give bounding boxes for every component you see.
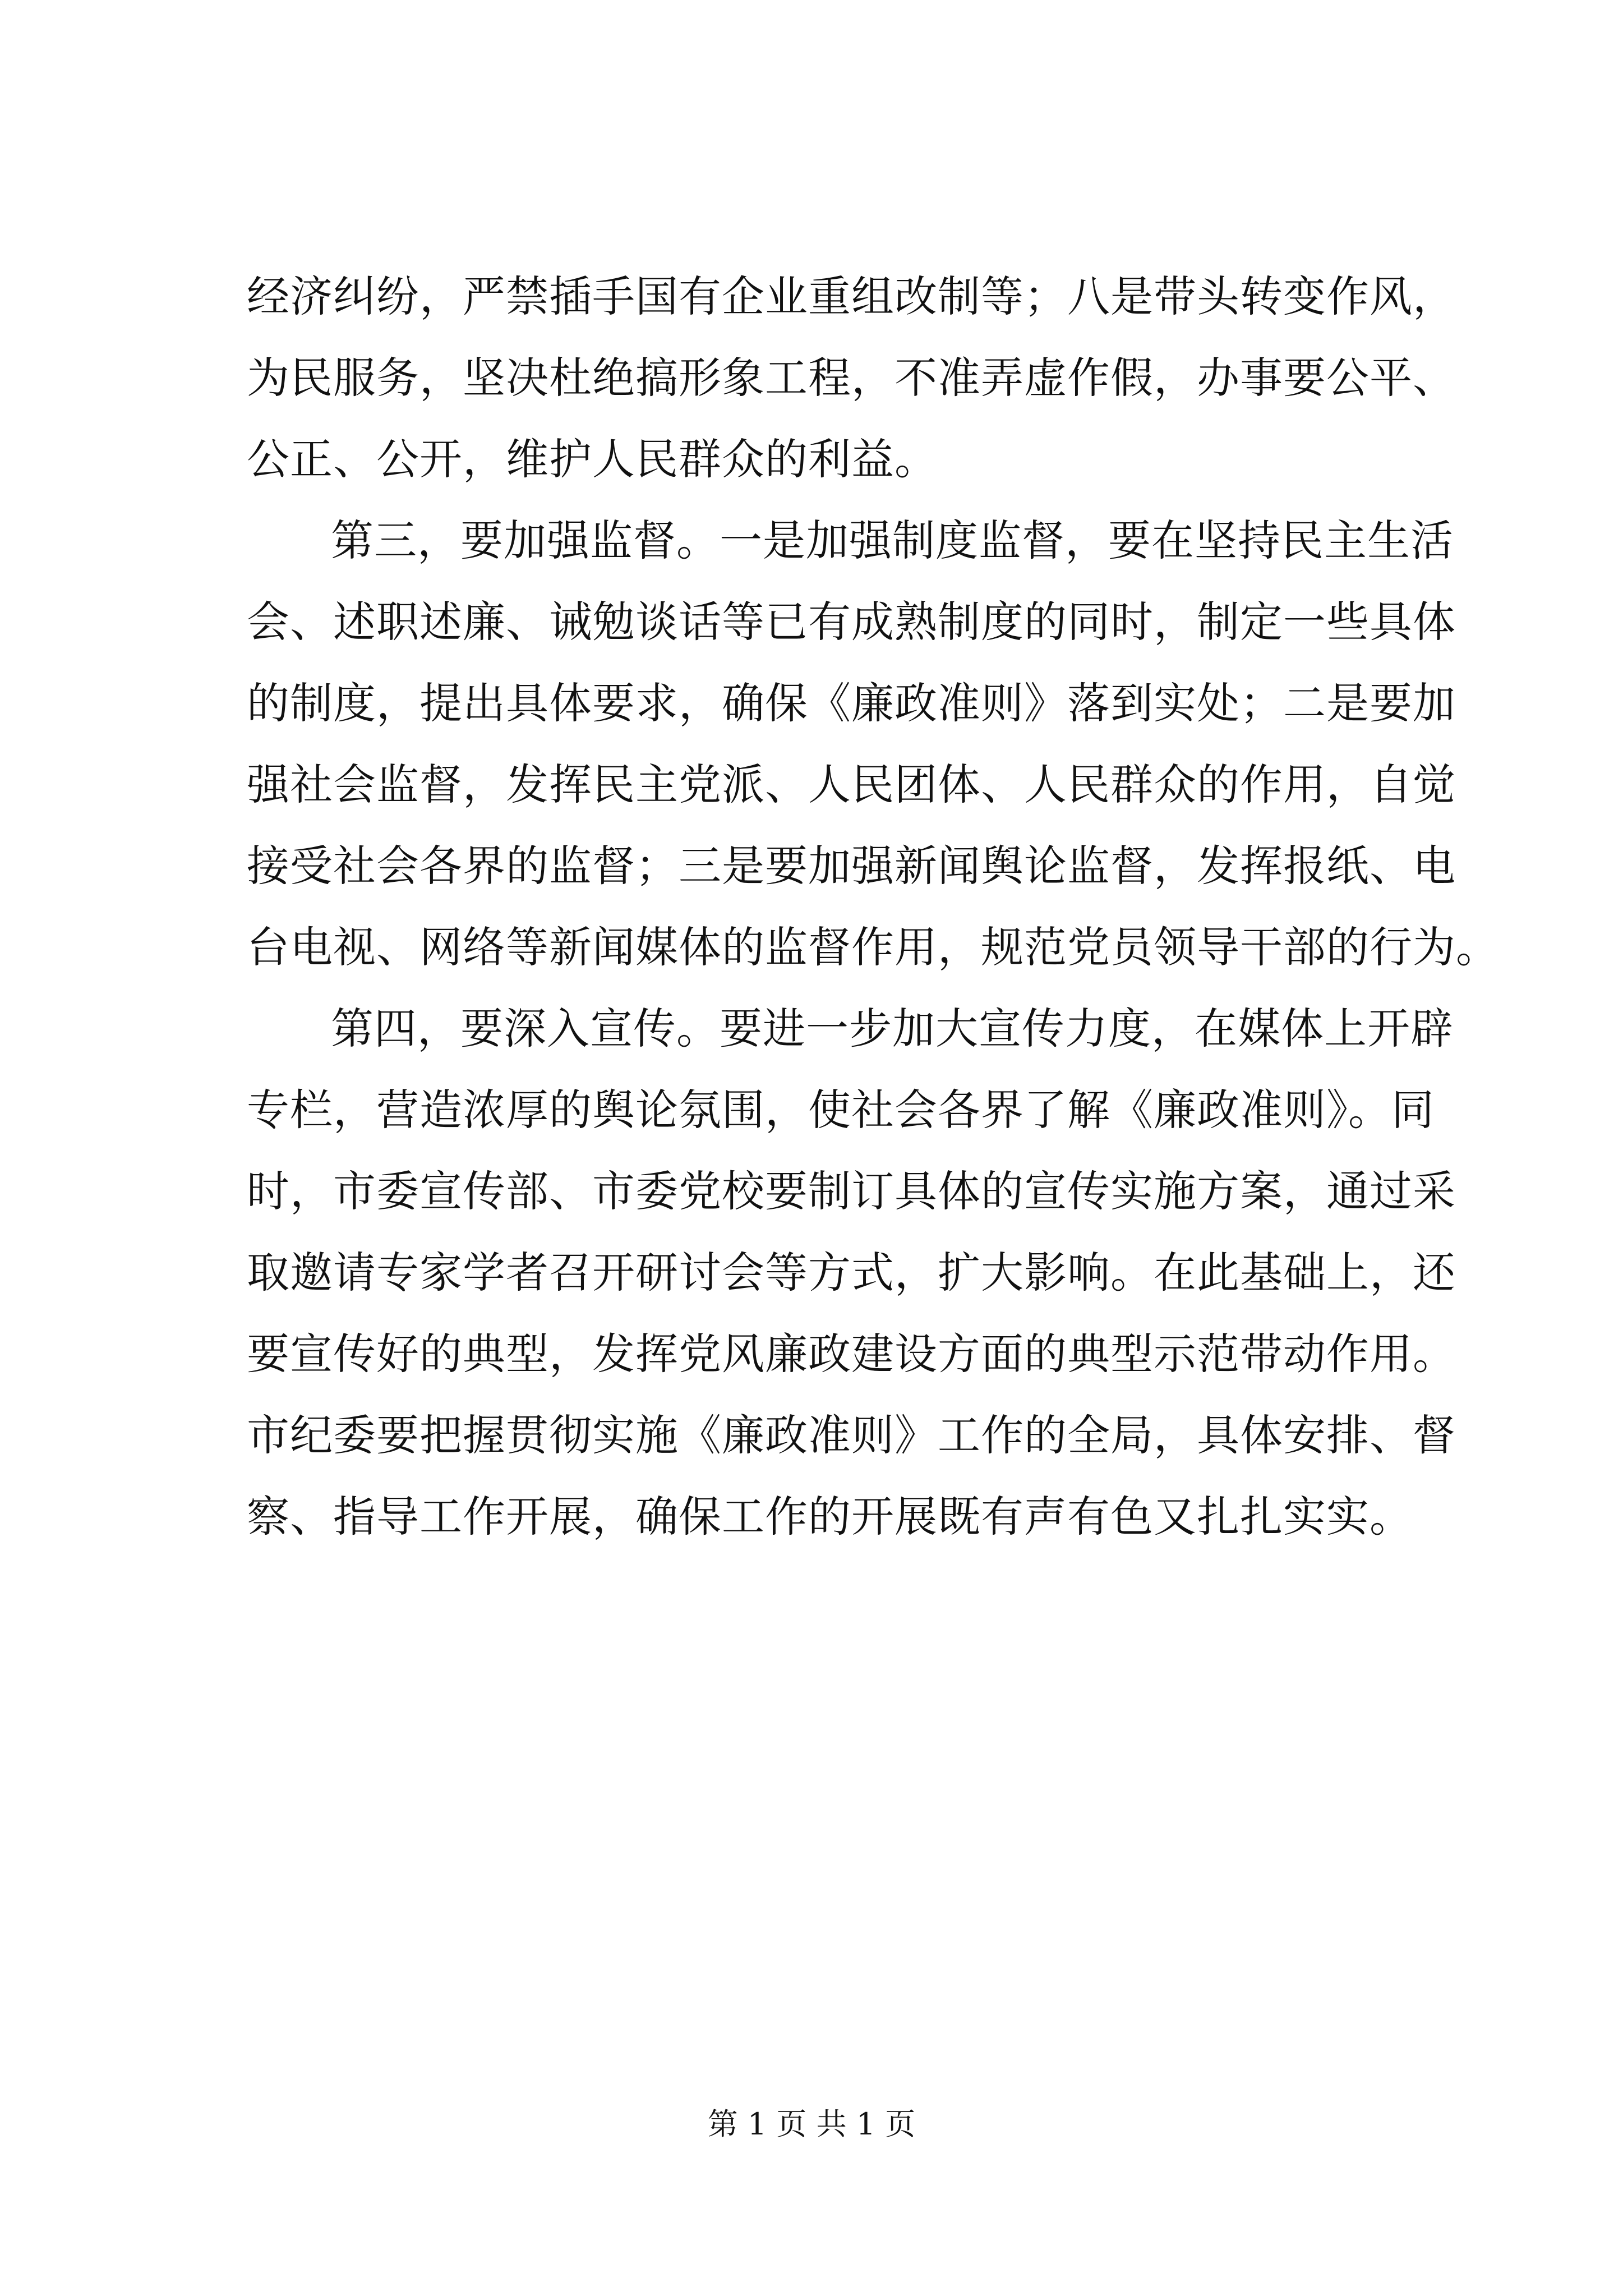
text-line: 察、指导工作开展，确保工作的开展既有声有色又扎扎实实。 [247, 1492, 1413, 1542]
text-line: 会、述职述廉、诫勉谈话等已有成熟制度的同时，制定一些具体 [247, 597, 1456, 647]
text-line: 强社会监督，发挥民主党派、人民团体、人民群众的作用，自觉 [247, 760, 1456, 809]
text-line: 经济纠纷，严禁插手国有企业重组改制等；八是带头转变作风， [247, 272, 1456, 321]
text-line: 要宣传好的典型，发挥党风廉政建设方面的典型示范带动作用。 [247, 1329, 1456, 1379]
text-line: 专栏，营造浓厚的舆论氛围，使社会各界了解《廉政准则》。同 [247, 1085, 1435, 1135]
text-line: 接受社会各界的监督；三是要加强新闻舆论监督，发挥报纸、电 [247, 841, 1456, 891]
body-text [247, 256, 1499, 1557]
text-line: 为民服务，坚决杜绝搞形象工程，不准弄虚作假，办事要公平、 [247, 353, 1456, 403]
text-line: 取邀请专家学者召开研讨会等方式，扩大影响。在此基础上，还 [247, 1248, 1456, 1297]
text-line: 的制度，提出具体要求，确保《廉政准则》落到实处；二是要加 [247, 678, 1456, 728]
text-line: 时，市委宣传部、市委党校要制订具体的宣传实施方案，通过采 [247, 1166, 1456, 1216]
paragraph-first-line: 第三，要加强监督。一是加强制度监督，要在坚持民主生活 [331, 516, 1454, 565]
text-line: 台电视、网络等新闻媒体的监督作用，规范党员领导干部的行为。 [247, 922, 1499, 972]
paragraph-first-line: 第四，要深入宣传。要进一步加大宣传力度，在媒体上开辟 [331, 1004, 1454, 1053]
text-line: 公正、公开，维护人民群众的利益。 [247, 434, 938, 484]
page-footer: 第 1 页 共 1 页 [707, 2106, 916, 2142]
text-line: 市纪委要把握贯彻实施《廉政准则》工作的全局，具体安排、督 [247, 1410, 1456, 1460]
